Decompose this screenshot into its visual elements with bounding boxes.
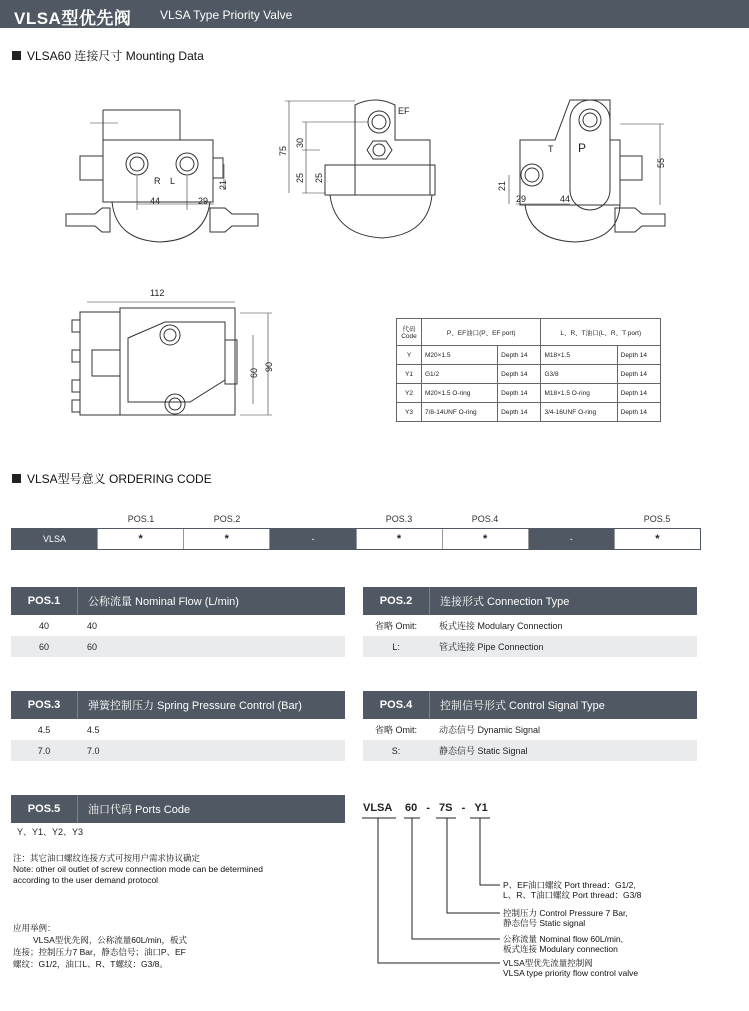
title-cn: VLSA型优先阀 — [14, 9, 132, 28]
label-front-R: R — [154, 176, 161, 186]
dim-bottom-90: 90 — [264, 361, 274, 372]
dim-rear-29: 29 — [516, 194, 527, 204]
side-view-drawing — [285, 100, 435, 238]
table-row: S: 静态信号 Static Signal — [363, 740, 697, 761]
table-row: Y2 M20×1.5 O-ring Depth 14 M18×1.5 O-ring Depth 14 — [397, 384, 661, 403]
pos3-box: POS.3 弹簧控制压力 Spring Pressure Control (Bar) 4.5 4.5 7.0 7.0 — [11, 691, 345, 761]
legend-thread: P、EF油口螺纹 Port thread：G1/2, L、R、T油口螺纹 Port thread：G3/8 — [503, 880, 642, 900]
bullet-square-icon — [12, 51, 21, 60]
table-row: 省略 Omit: 板式连接 Modulary Connection — [375, 621, 563, 631]
table-row: 省略 Omit: 动态信号 Dynamic Signal — [375, 725, 541, 735]
table-row: Y1 G1/2 Depth 14 G3/8 Depth 14 — [397, 365, 661, 384]
dim-front-21: 21 — [218, 179, 228, 190]
label-side-EF: EF — [398, 106, 410, 116]
dim-side-25b: 25 — [314, 172, 324, 183]
legend-pressure: 控制压力 Control Pressure 7 Bar, 静态信号 Static signal — [503, 908, 628, 928]
ports-head-code: 代码 Code — [397, 319, 422, 346]
ports-head-pef: P、EF油口(P、EF port) — [422, 319, 541, 346]
label-rear-P: P — [578, 141, 587, 155]
dim-front-29: 29 — [198, 196, 209, 206]
code-bar-pos1: * — [98, 529, 184, 549]
dim-side-25: 25 — [295, 172, 305, 183]
mounting-section-title: VLSA60 连接尺寸 Mounting Data — [12, 47, 204, 64]
pos5-label: POS.5 — [643, 514, 671, 524]
example-block: 应用举例： VLSA型优先阀，公称流量60L/min，板式 连接；控制压力7 Bar，静态信号；油口P、EF 螺纹：G1/2，油口L、R、T螺纹：G3/8。 — [13, 923, 187, 969]
table-row: 60 60 — [11, 636, 345, 657]
dim-bottom-112: 112 — [150, 288, 165, 298]
code-bar-dash: - — [270, 529, 356, 549]
pos4-label: POS.4 — [471, 514, 499, 524]
title-en: VLSA Type Priority Valve — [160, 8, 293, 22]
ports-table — [396, 318, 661, 422]
code-bar-pos3: * — [357, 529, 443, 549]
table-row: Y3 7/8-14UNF O-ring Depth 14 3/4-16UNF O-ring Depth 14 — [397, 403, 661, 422]
front-view-drawing — [66, 110, 258, 242]
example-code: VLSA 60 - 7S - Y1 — [363, 802, 488, 814]
pos2-label: POS.2 — [213, 514, 241, 524]
pos1-label: POS.1 — [127, 514, 155, 524]
dim-rear-44: 44 — [560, 194, 571, 204]
pos1-box: POS.1 公称流量 Nominal Flow (L/min) 40 40 60 60 — [11, 587, 345, 657]
dim-side-75: 75 — [278, 145, 288, 156]
ordering-section-title: VLSA型号意义 ORDERING CODE — [12, 470, 212, 487]
page-header — [0, 0, 749, 28]
table-row: 7.0 7.0 — [11, 740, 345, 761]
code-bar-pos5: * — [655, 533, 660, 545]
code-bar-dash: - — [529, 529, 615, 549]
code-bar-model: VLSA — [12, 529, 98, 549]
code-bar-pos2: * — [184, 529, 270, 549]
code-bar-pos4: * — [443, 529, 529, 549]
dim-side-30: 30 — [295, 137, 305, 148]
legend-flow: 公称流量 Nominal flow 60L/min, 板式连接 Modulary connection — [503, 934, 623, 954]
table-row: 40 40 — [38, 620, 98, 631]
label-rear-T: T — [548, 144, 554, 154]
table-row: Y M20×1.5 Depth 14 M18×1.5 Depth 14 — [397, 346, 661, 365]
pos4-box: POS.4 控制信号形式 Control Signal Type 省略 Omit: 动态信号 Dynamic Signal S: 静态信号 Static Signal — [363, 691, 697, 761]
pos3-label: POS.3 — [385, 514, 413, 524]
note-block: 注：其它油口螺纹连接方式可按用户需求协议确定 Note: other oil outlet of screw connection mode can be determined according to the user demand protocol — [13, 853, 263, 885]
legend-type: VLSA型优先流量控制阀 VLSA type priority flow control valve — [503, 958, 639, 978]
example-leader-lines — [360, 815, 520, 975]
pos2-box: POS.2 连接形式 Connection Type 省略 Omit: 板式连接 Modulary Connection L: 管式连接 Pipe Connection — [363, 587, 697, 657]
ordering-code-bar — [11, 528, 701, 550]
label-front-L: L — [170, 176, 176, 186]
ports-head-lrt: L、R、T油口(L、R、T port) — [541, 319, 661, 346]
table-row: 4.5 4.5 — [37, 724, 100, 735]
bullet-square-icon — [12, 474, 21, 483]
dim-bottom-60: 60 — [249, 367, 259, 378]
dim-rear-55: 55 — [656, 157, 666, 168]
dim-rear-21: 21 — [497, 180, 507, 191]
table-row: Y、Y1、Y2、Y3 — [17, 826, 84, 837]
dim-front-44: 44 — [150, 196, 161, 206]
bottom-view-drawing — [72, 302, 272, 420]
pos5-box: POS.5 油口代码 Ports Code Y、Y1、Y2、Y3 — [11, 795, 345, 839]
table-row: L: 管式连接 Pipe Connection — [363, 636, 697, 657]
rear-view-drawing — [509, 100, 665, 242]
